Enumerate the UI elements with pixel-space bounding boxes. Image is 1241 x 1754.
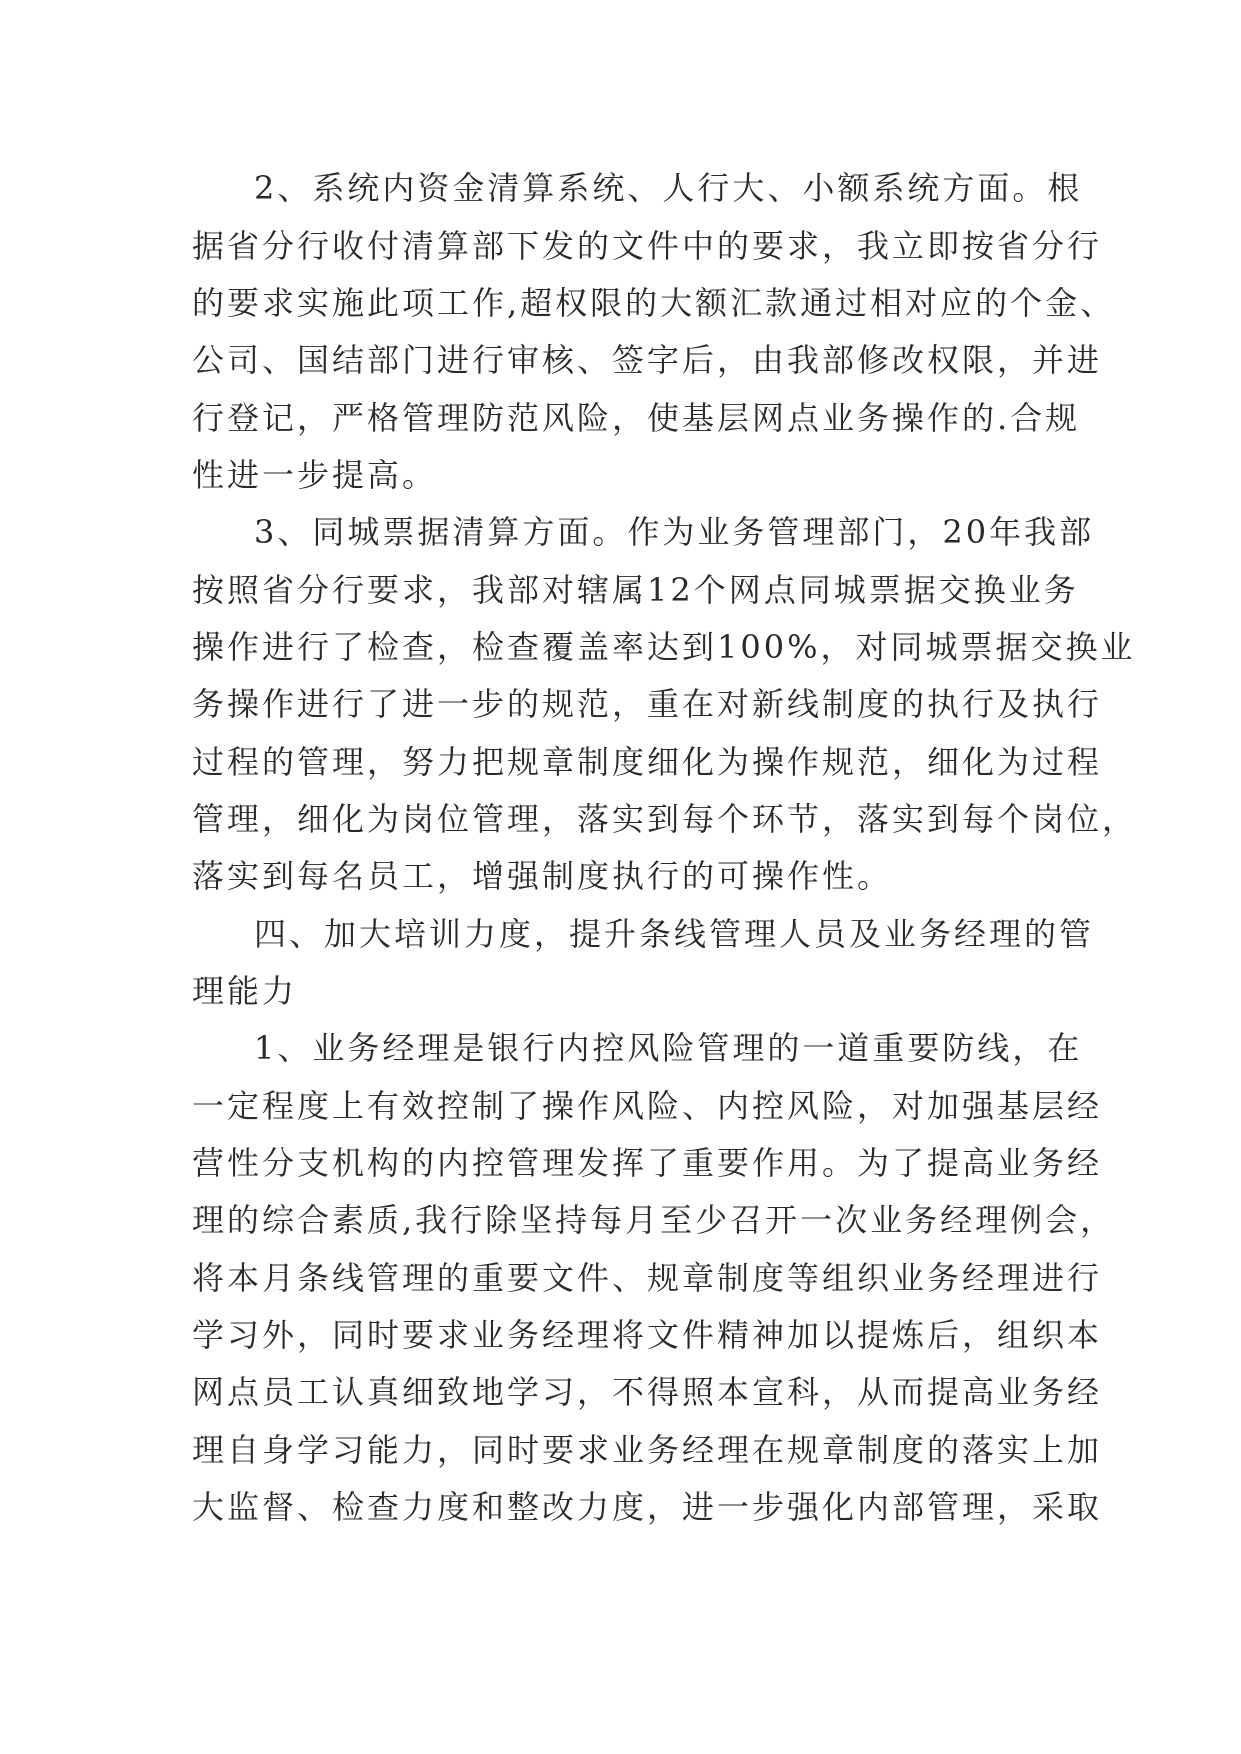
text-line: 理自身学习能力，同时要求业务经理在规章制度的落实上加 <box>192 1431 1103 1469</box>
text-line: 3、同城票据清算方面。作为业务管理部门，20年我部 <box>254 513 1095 551</box>
text-line: 四、加大培训力度，提升条线管理人员及业务经理的管 <box>254 915 1095 953</box>
text-line: 管理，细化为岗位管理，落实到每个环节，落实到每个岗位， <box>192 800 1138 838</box>
text-line: 网点员工认真细致地学习，不得照本宣科，从而提高业务经 <box>192 1373 1103 1411</box>
text-line: 按照省分行要求，我部对辖属12个网点同城票据交换业务 <box>192 571 1079 609</box>
text-line: 性进一步提高。 <box>192 456 438 494</box>
text-line: 的要求实施此项工作,超权限的大额汇款通过相对应的个金、 <box>192 284 1116 322</box>
text-line: 据省分行收付清算部下发的文件中的要求，我立即按省分行 <box>192 227 1103 265</box>
text-line: 理的综合素质,我行除坚持每月至少召开一次业务经理例会， <box>192 1201 1116 1239</box>
text-line: 落实到每名员工，增强制度执行的可操作性。 <box>192 857 893 895</box>
text-line: 营性分支机构的内控管理发挥了重要作用。为了提高业务经 <box>192 1144 1103 1182</box>
text-line: 一定程度上有效控制了操作风险、内控风险，对加强基层经 <box>192 1087 1103 1125</box>
text-line: 理能力 <box>192 972 298 1010</box>
text-line: 将本月条线管理的重要文件、规章制度等组织业务经理进行 <box>192 1259 1103 1297</box>
text-line: 操作进行了检查，检查覆盖率达到100%，对同城票据交换业 <box>192 628 1136 666</box>
text-line: 1、业务经理是银行内控风险管理的一道重要防线，在 <box>254 1029 1083 1067</box>
text-line: 学习外，同时要求业务经理将文件精神加以提炼后，组织本 <box>192 1316 1103 1354</box>
text-line: 2、系统内资金清算系统、人行大、小额系统方面。根 <box>254 169 1083 207</box>
text-line: 行登记，严格管理防范风险，使基层网点业务操作的.合规 <box>192 399 1081 437</box>
text-line: 公司、国结部门进行审核、签字后，由我部修改权限，并进 <box>192 341 1103 379</box>
text-line: 过程的管理，努力把规章制度细化为操作规范，细化为过程 <box>192 743 1103 781</box>
text-line: 大监督、检查力度和整改力度，进一步强化内部管理，采取 <box>192 1488 1103 1526</box>
text-line: 务操作进行了进一步的规范，重在对新线制度的执行及执行 <box>192 685 1103 723</box>
